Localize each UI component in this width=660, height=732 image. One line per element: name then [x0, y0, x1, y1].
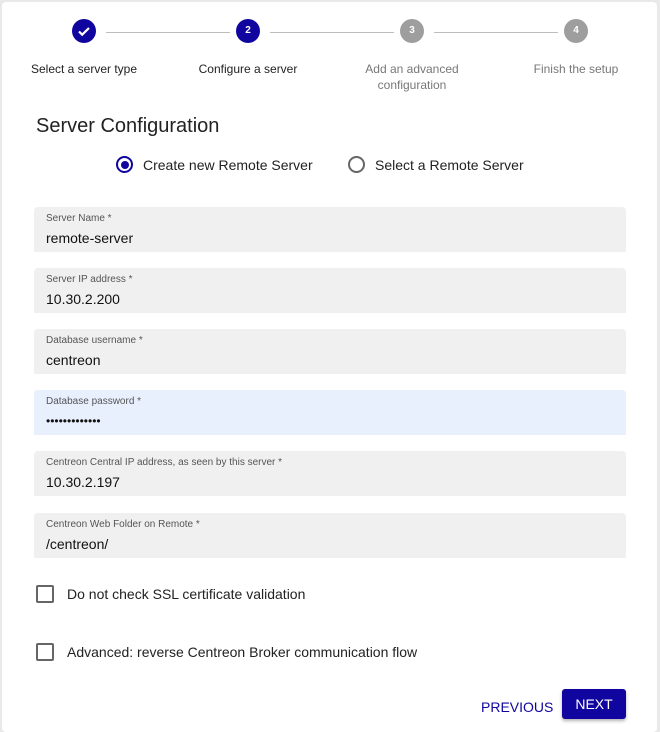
field-value[interactable]: 10.30.2.197 — [46, 474, 120, 490]
field-label: Server Name * — [46, 213, 112, 224]
wizard-card — [2, 2, 657, 732]
field-label: Centreon Central IP address, as seen by this server * — [46, 457, 283, 468]
page-title: Server Configuration — [36, 115, 220, 137]
checkbox-label: Advanced: reverse Centreon Broker communication flow — [67, 644, 418, 660]
check-icon — [72, 19, 96, 43]
field-value[interactable]: remote-server — [46, 230, 134, 246]
step-4 — [496, 19, 656, 77]
reverse-broker-flow-checkbox[interactable] — [36, 643, 417, 661]
field-value[interactable]: /centreon/ — [46, 536, 109, 552]
radio-unchecked-icon[interactable] — [348, 156, 365, 173]
step-label: Add an advanced configuration — [365, 62, 459, 92]
step-1 — [4, 19, 164, 77]
step-number: 2 — [236, 19, 260, 43]
step-3 — [347, 19, 477, 93]
checkbox-unchecked-icon[interactable] — [36, 643, 54, 661]
checkbox-label: Do not check SSL certificate validation — [67, 586, 306, 602]
field-label: Centreon Web Folder on Remote * — [46, 519, 200, 530]
step-2 — [168, 19, 328, 77]
ssl-check-checkbox[interactable] — [36, 585, 305, 603]
field-label: Database password * — [46, 396, 142, 407]
server-name-field[interactable] — [34, 207, 626, 252]
web-folder-field[interactable] — [34, 513, 626, 558]
radio-create-new[interactable] — [116, 156, 313, 173]
field-label: Database username * — [46, 335, 143, 346]
step-label: Finish the setup — [533, 62, 619, 76]
database-username-field[interactable] — [34, 329, 626, 374]
database-password-field[interactable] — [34, 390, 626, 435]
step-label: Configure a server — [198, 62, 298, 76]
field-label: Server IP address * — [46, 274, 133, 285]
central-ip-field[interactable] — [34, 451, 626, 496]
field-value[interactable]: ••••••••••••• — [46, 414, 101, 428]
field-value[interactable]: centreon — [46, 352, 101, 368]
step-label: Select a server type — [30, 62, 138, 76]
server-ip-field[interactable] — [34, 268, 626, 313]
next-button[interactable]: NEXT — [562, 689, 626, 719]
radio-checked-icon[interactable] — [116, 156, 133, 173]
radio-label: Create new Remote Server — [143, 156, 313, 173]
checkbox-unchecked-icon[interactable] — [36, 585, 54, 603]
radio-select-existing[interactable] — [348, 156, 524, 173]
step-number: 3 — [400, 19, 424, 43]
field-value[interactable]: 10.30.2.200 — [46, 291, 120, 307]
step-number: 4 — [564, 19, 588, 43]
previous-button[interactable]: PREVIOUS — [476, 693, 558, 721]
radio-label: Select a Remote Server — [375, 156, 524, 173]
